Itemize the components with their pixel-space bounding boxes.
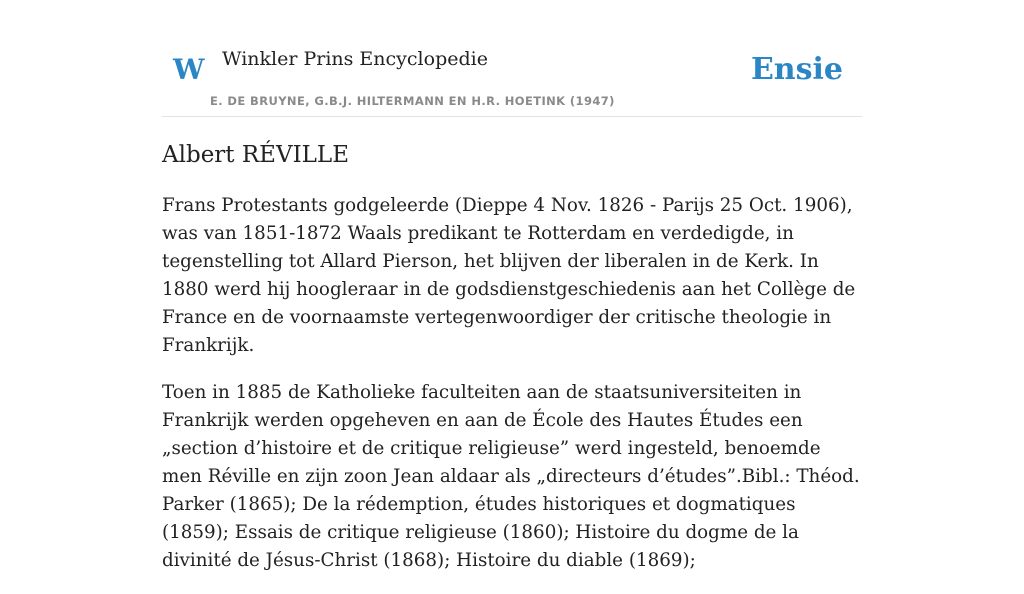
article-body xyxy=(162,192,862,594)
book-title[interactable]: Winkler Prins Encyclopedie xyxy=(222,48,488,70)
article-paragraph: Frans Protestants godgeleerde (Dieppe 4 Nov. 1826 - Parijs 25 Oct. 1906), was van 1851-1872 Waals predikant te Rotterdam en verdedigde, in tegenstelling tot Allard Pierson, het blijven der liberalen in de Kerk. In 1880 werd hij hoogleraar in de godsdienstgeschiedenis aan het Collège de France en de voornaamste vertegenwoordiger der critische theologie in Frankrijk. xyxy=(162,195,856,356)
entry-title: Albert RÉVILLE xyxy=(162,142,349,168)
article-paragraph: Toen in 1885 de Katholieke faculteiten aan de staatsuniversiteiten in Frankrijk werden opgeheven en aan de École des Hautes Études een „section d’histoire et de critique religieuse” werd ingesteld, benoemde men Réville en zijn zoon Jean aldaar als „directeurs d’études”.Bibl.: Théod. Parker (1865); De la rédemption, études historiques et dogmatiques (1859); Essais de critique religieuse (1860); Histoire du dogme de la divinité de Jésus-Christ (1868); Histoire du diable (1869); xyxy=(162,382,860,571)
ensie-brand-logo[interactable]: Ensie xyxy=(750,52,843,87)
winkler-prins-logo-icon[interactable]: W xyxy=(173,53,205,86)
header xyxy=(162,0,862,117)
authors-line: E. DE BRUYNE, G.B.J. HILTERMANN EN H.R. HOETINK (1947) xyxy=(210,94,615,108)
page xyxy=(162,0,862,571)
